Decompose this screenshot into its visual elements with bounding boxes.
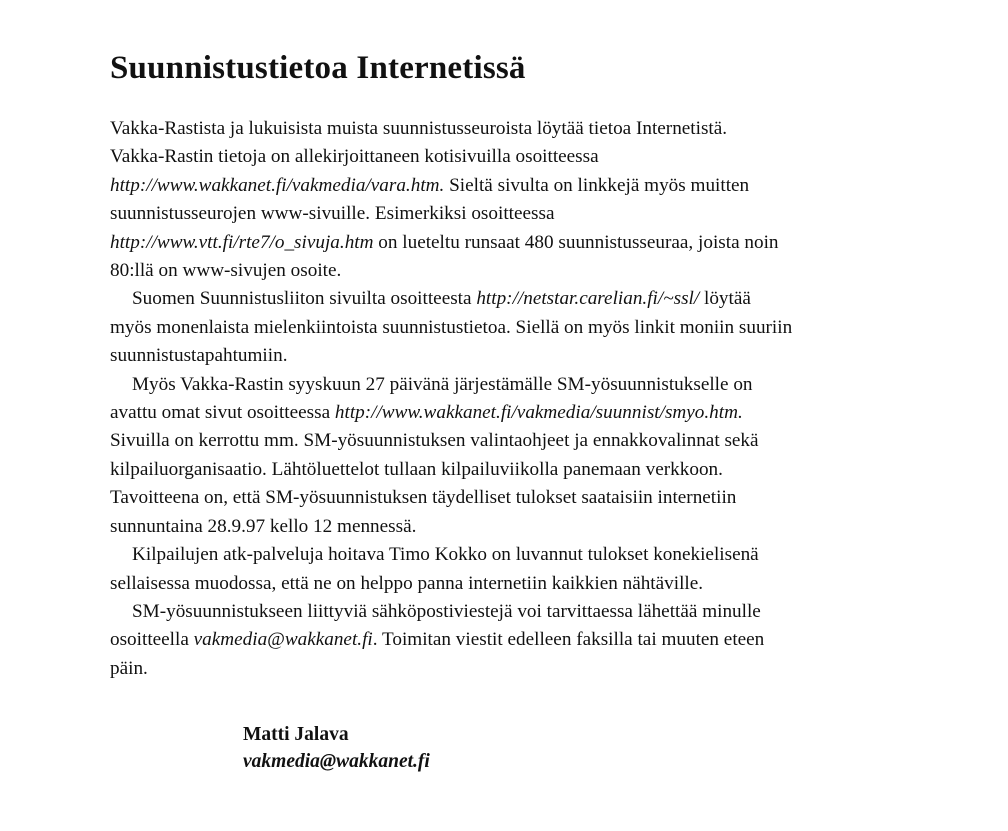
text-segment: osoitteella (110, 629, 194, 651)
text-segment: suunnistusseurojen www-sivuille. Esimerkiksi osoitteessa (110, 203, 555, 225)
text-segment: 80:llä on www-sivujen osoite. (110, 260, 342, 282)
text-segment: suunnistustapahtumiin. (110, 345, 288, 367)
url-link[interactable]: http://www.wakkanet.fi/vakmedia/vara.htm. (110, 174, 445, 196)
text-line (110, 115, 990, 143)
text-line (110, 626, 990, 654)
text-line (110, 371, 990, 399)
article-title: Suunnistustietoa Internetissä (110, 50, 526, 86)
text-segment: päin. (110, 657, 148, 679)
text-segment: Suomen Suunnistusliiton sivuilta osoitteesta (132, 288, 477, 310)
text-segment: löytää (699, 288, 751, 310)
text-line (110, 285, 990, 313)
text-segment: Vakka-Rastin tietoja on allekirjoittaneen kotisivuilla osoitteessa (110, 146, 599, 168)
signature (243, 721, 430, 775)
text-segment: SM-yösuunnistukseen liittyviä sähköpostiviestejä voi tarvittaessa lähettää minulle (132, 600, 761, 622)
paragraph (110, 598, 990, 683)
text-line (110, 456, 990, 484)
text-line (110, 399, 990, 427)
text-segment: kilpailuorganisaatio. Lähtöluettelot tullaan kilpailuviikolla panemaan verkkoon. (110, 458, 723, 480)
text-line (110, 513, 990, 541)
text-segment: avattu omat sivut osoitteessa (110, 402, 335, 424)
email-link[interactable]: vakmedia@wakkanet.fi (193, 629, 373, 651)
text-segment: Kilpailujen atk-palveluja hoitava Timo Kokko on luvannut tulokset konekielisenä (132, 544, 759, 566)
text-segment: Vakka-Rastista ja lukuisista muista suunnistusseuroista löytää tietoa Internetistä. (110, 118, 728, 139)
text-line (110, 314, 990, 342)
text-line (110, 143, 990, 171)
url-link[interactable]: http://www.vtt.fi/rte7/o_sivuja.htm (110, 231, 374, 253)
paragraph (110, 115, 990, 285)
paragraph (110, 541, 990, 598)
text-segment: myös monenlaista mielenkiintoista suunnistustietoa. Siellä on myös linkit moniin suuriin (110, 316, 793, 338)
text-segment: . Toimitan viestit edelleen faksilla tai muuten eteen (372, 629, 765, 651)
author-name: Matti Jalava (243, 724, 349, 745)
url-link[interactable]: http://netstar.carelian.fi/~ssl/ (476, 288, 700, 310)
paragraph (110, 371, 990, 541)
text-line (110, 570, 990, 598)
text-line (110, 257, 990, 285)
text-line (110, 229, 990, 257)
article-body (110, 115, 990, 683)
text-line (110, 342, 990, 370)
url-link[interactable]: http://www.wakkanet.fi/vakmedia/suunnist/smyo.htm. (334, 402, 743, 424)
text-segment: Sieltä sivulta on linkkejä myös muitten (444, 174, 750, 196)
text-segment: on lueteltu runsaat 480 suunnistusseuraa, joista noin (373, 231, 779, 253)
text-line (110, 655, 990, 683)
paragraph (110, 285, 990, 370)
text-line (110, 427, 990, 455)
text-line (110, 598, 990, 626)
text-line (110, 200, 990, 228)
text-line (110, 541, 990, 569)
text-segment: Sivuilla on kerrottu mm. SM-yösuunnistuksen valintaohjeet ja ennakkovalinnat sekä (110, 430, 759, 452)
text-segment: sellaisessa muodossa, että ne on helppo panna internetiin kaikkien nähtäville. (110, 572, 704, 594)
text-segment: sunnuntaina 28.9.97 kello 12 mennessä. (110, 515, 417, 537)
author-email[interactable]: vakmedia@wakkanet.fi (243, 751, 430, 772)
text-segment: Tavoitteena on, että SM-yösuunnistuksen täydelliset tulokset saataisiin internetiin (110, 487, 737, 509)
text-segment: Myös Vakka-Rastin syyskuun 27 päivänä järjestämälle SM-yösuunnistukselle on (132, 373, 753, 395)
text-line (110, 484, 990, 512)
text-line (110, 172, 990, 200)
